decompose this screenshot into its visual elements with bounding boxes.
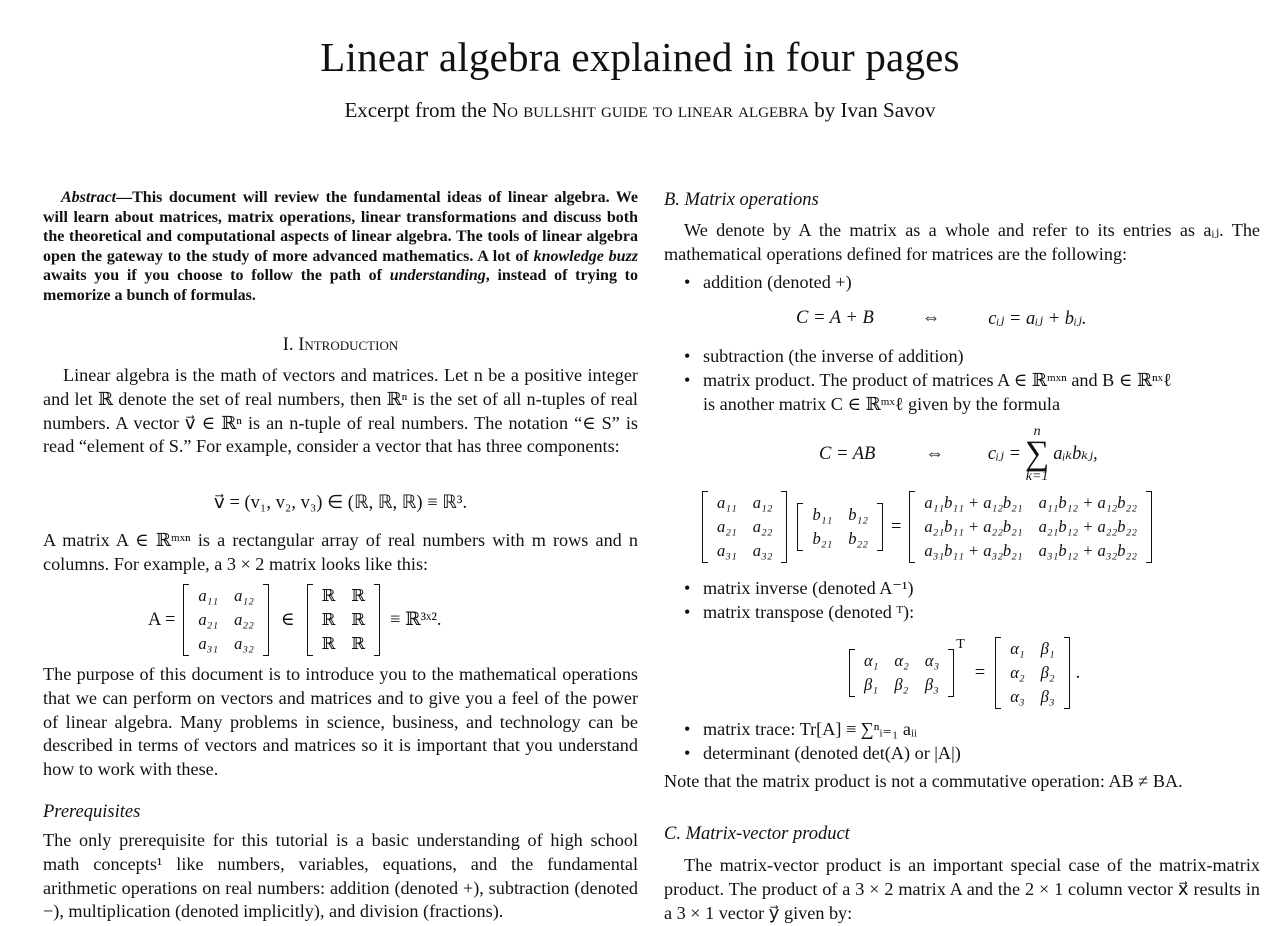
addition-rhs: cᵢⱼ = aᵢⱼ + bᵢⱼ. (988, 309, 1087, 329)
matrix-row (190, 608, 261, 632)
matrix-row (916, 491, 1145, 515)
matrix-cell: β₂ (1040, 663, 1055, 682)
transpose-period: . (1075, 662, 1081, 683)
matrix-vector-heading: C. Matrix-vector product (664, 824, 850, 844)
matrix-cell: ℝ (321, 586, 336, 605)
matrix-row (1002, 685, 1062, 709)
subtitle-book: No bullshit guide to linear algebra (492, 98, 809, 122)
transpose-lhs-matrix (849, 649, 954, 697)
matrix-cell: b₁₁ (812, 505, 833, 524)
matrix-cell: a₂₁ (717, 517, 737, 536)
paper-title: Linear algebra explained in four pages (320, 34, 960, 80)
equation-product (819, 424, 1098, 484)
sum-symbol: ∑ (1024, 435, 1050, 472)
matrix-cell: a₃₂ (234, 634, 254, 653)
matrix-cell: β₁ (1040, 639, 1055, 658)
bullet-inverse-text: matrix inverse (denoted A⁻¹) (703, 578, 914, 598)
matrix-cell: a₂₁b₁₂ + a₂₂b₂₂ (1038, 517, 1137, 536)
matrix-cell: β₂ (894, 675, 909, 694)
matrix-cell: a₃₁ (717, 541, 737, 560)
matrix-row (916, 515, 1145, 539)
matrix-cell: a₃₁b₁₂ + a₃₂b₂₂ (1038, 541, 1137, 560)
matrix-row (916, 539, 1145, 563)
matrix-cell: a₁₂ (752, 493, 773, 512)
abstract-emphasis-2: understanding (389, 267, 486, 285)
section-number: I. (282, 335, 294, 355)
transpose-rhs-matrix (995, 637, 1069, 709)
subtitle-suffix: by Ivan Savov (808, 98, 936, 122)
equation-transpose (849, 637, 1080, 709)
matrix-cell: β₃ (1040, 687, 1055, 706)
matrix-cell: a₃₁b₁₁ + a₃₂b₂₁ (924, 541, 1023, 560)
product-matrix-c (909, 491, 1152, 563)
matrix-row (314, 632, 373, 656)
matrix-cell: a₃₂ (752, 541, 773, 560)
bullet-transpose-text: matrix transpose (denoted ᵀ): (703, 602, 915, 622)
matrix-cell: β₃ (924, 675, 939, 694)
matrix-cell: a₁₁b₁₁ + a₁₂b₂₁ (924, 493, 1023, 512)
matrix-cell: b₂₂ (848, 529, 868, 548)
matrix-cell: a₁₁ (717, 493, 737, 512)
matrix-operations-paragraph: We denote by A the matrix as a whole and refer to its entries as aᵢⱼ. The mathematical operations defined for matrices are the following: (664, 220, 1260, 264)
matrix-row (856, 673, 947, 697)
matrix-cell: ℝ (351, 610, 366, 629)
matrix-row (709, 491, 780, 515)
product-equals: = (890, 516, 902, 537)
addition-lhs: C = A + B (796, 308, 874, 328)
matrix-cell: b₁₂ (848, 505, 868, 524)
bullet-subtraction-text: subtraction (the inverse of addition) (703, 346, 964, 366)
product-iff-symbol: ⇔ (925, 443, 944, 464)
sum-upper-limit: n (1033, 424, 1041, 439)
product-matrix-b (797, 503, 882, 551)
bullet-product-text-2: is another matrix C ∈ ℝᵐˣℓ given by the formula (703, 394, 1061, 414)
equation-addition (796, 308, 1087, 330)
matrix-cell: a₃₁ (198, 634, 219, 653)
sum-lower-limit: k=1 (1025, 469, 1049, 484)
matrix-lhs: A = (148, 609, 176, 630)
matrix-row (314, 584, 373, 608)
prerequisites-paragraph: The only prerequisite for this tutorial is a basic understanding of high school math concepts¹ like numbers, variables, equations, and the fundamental arithmetic operations on real numbers: addition (denoted +), subtraction (denoted −), multiplication (denoted implicitly), and division (fractions). (43, 830, 638, 922)
matrix-operations-heading: B. Matrix operations (664, 190, 819, 210)
matrix-cell: ℝ (321, 610, 336, 629)
intro-paragraph-3: The purpose of this document is to introduce you to the mathematical operations that we can perform on vectors and matrices and to give you a feel of the power of linear algebra. Many problems in science, business, and technology can be described in terms of vectors and matrices so it is important that you understand how to work with these. (43, 664, 638, 780)
product-term: aᵢₖbₖⱼ, (1053, 444, 1098, 464)
transpose-superscript: T (956, 637, 965, 652)
transpose-equals: = (974, 662, 986, 683)
bullet-product-text: matrix product. The product of matrices A ∈ ℝᵐˣⁿ and B ∈ ℝⁿˣℓ (703, 370, 1172, 390)
matrix-row (190, 584, 261, 608)
matrix-row (190, 632, 261, 656)
section-heading-introduction (43, 335, 638, 356)
paper-subtitle (0, 97, 1280, 123)
abstract-label: Abstract (61, 189, 117, 206)
abstract (43, 188, 638, 306)
abstract-part1: This document will review the fundamental ideas of linear algebra. We will learn about matrices, matrix operations, linear transformations and discuss both the theoretical and computational aspects of linear algebra. The tools of linear algebra open the gateway to the study of more advanced mathematics. A lot of (43, 189, 638, 265)
matrix-cell: a₂₂ (234, 610, 254, 629)
matrix-row (709, 515, 780, 539)
matrix-cell: α₂ (894, 651, 909, 670)
matrix-row (709, 539, 780, 563)
matrix-row (804, 503, 875, 527)
matrix-row (856, 649, 947, 673)
abstract-dash: — (116, 189, 133, 206)
matrix-cell: a₁₁ (198, 586, 219, 605)
product-c: cᵢⱼ = (987, 444, 1021, 464)
intro-paragraph-1: Linear algebra is the math of vectors and matrices. Let n be a positive integer and let ℝ denote the set of real numbers, then ℝⁿ is the set of all n-tuples of real numbers. A vector v⃗ ∈ ℝⁿ is an n-tuple of real numbers. The notation “∈ S” is read “element of S.” For example, consider a vector that has three components: (43, 365, 638, 457)
matrix-cell: α₂ (1010, 663, 1025, 682)
commutative-note: Note that the matrix product is not a commutative operation: AB ≠ BA. (664, 771, 1183, 791)
matrix-rhs: ≡ ℝ³ˣ². (390, 610, 442, 630)
product-matrix-a (702, 491, 787, 563)
matrix-row (1002, 637, 1062, 661)
matrix-vector-paragraph: The matrix-vector product is an important special case of the matrix-matrix product. The product of a 3 × 2 matrix A and the 2 × 1 column vector x⃗ results in a 3 × 1 vector y⃗ given by: (664, 855, 1260, 923)
bullet-addition-text: addition (denoted +) (703, 272, 852, 292)
matrix-cell: α₁ (864, 651, 879, 670)
matrix-cell: a₂₂ (752, 517, 773, 536)
section-title: Introduction (298, 335, 399, 355)
abstract-part2: awaits you if you choose to follow the path of (43, 267, 390, 285)
product-lhs: C = AB (819, 443, 876, 464)
matrix-cell: ℝ (351, 634, 366, 653)
matrix-cell: α₁ (1010, 639, 1025, 658)
subtitle-prefix: Excerpt from the (344, 98, 492, 122)
matrix-cell: α₃ (924, 651, 940, 670)
matrix-cell: β₁ (864, 675, 878, 694)
matrix-row (1002, 661, 1062, 685)
matrix-row (314, 608, 373, 632)
equation-product-expanded (702, 491, 1152, 563)
summation (1025, 424, 1049, 484)
matrix-cell: a₁₁b₁₂ + a₁₂b₂₂ (1038, 493, 1137, 512)
matrix-r (307, 584, 380, 656)
abstract-part3: , instead of trying to memorize a bunch of formulas. (43, 267, 638, 304)
bullet-determinant-text: determinant (denoted det(A) or |A|) (703, 743, 961, 763)
matrix-cell: a₁₂ (234, 586, 254, 605)
prerequisites-heading: Prerequisites (43, 802, 141, 822)
matrix-a (183, 584, 268, 656)
abstract-emphasis-1: knowledge buzz (533, 247, 638, 265)
matrix-cell: a₂₁ (198, 610, 219, 629)
equation-vector: v⃗ = (v₁, v₂, v₃) ∈ (ℝ, ℝ, ℝ) ≡ ℝ³. (213, 493, 468, 513)
matrix-row (804, 527, 875, 551)
matrix-cell: α₃ (1010, 687, 1025, 706)
matrix-cell: b₂₁ (812, 529, 833, 548)
matrix-cell: a₂₁b₁₁ + a₂₂b₂₁ (924, 517, 1023, 536)
element-of-symbol: ∈ (280, 610, 295, 630)
matrix-cell: ℝ (351, 586, 366, 605)
intro-paragraph-2: A matrix A ∈ ℝᵐˣⁿ is a rectangular array of real numbers with m rows and n columns. For example, a 3 × 2 matrix looks like this: (43, 530, 638, 574)
equation-matrix (148, 584, 442, 656)
matrix-cell: ℝ (321, 634, 336, 653)
bullet-trace-text: matrix trace: Tr[A] ≡ ∑ⁿᵢ₌₁ aᵢᵢ (703, 719, 917, 739)
iff-symbol: ⇔ (921, 308, 941, 328)
